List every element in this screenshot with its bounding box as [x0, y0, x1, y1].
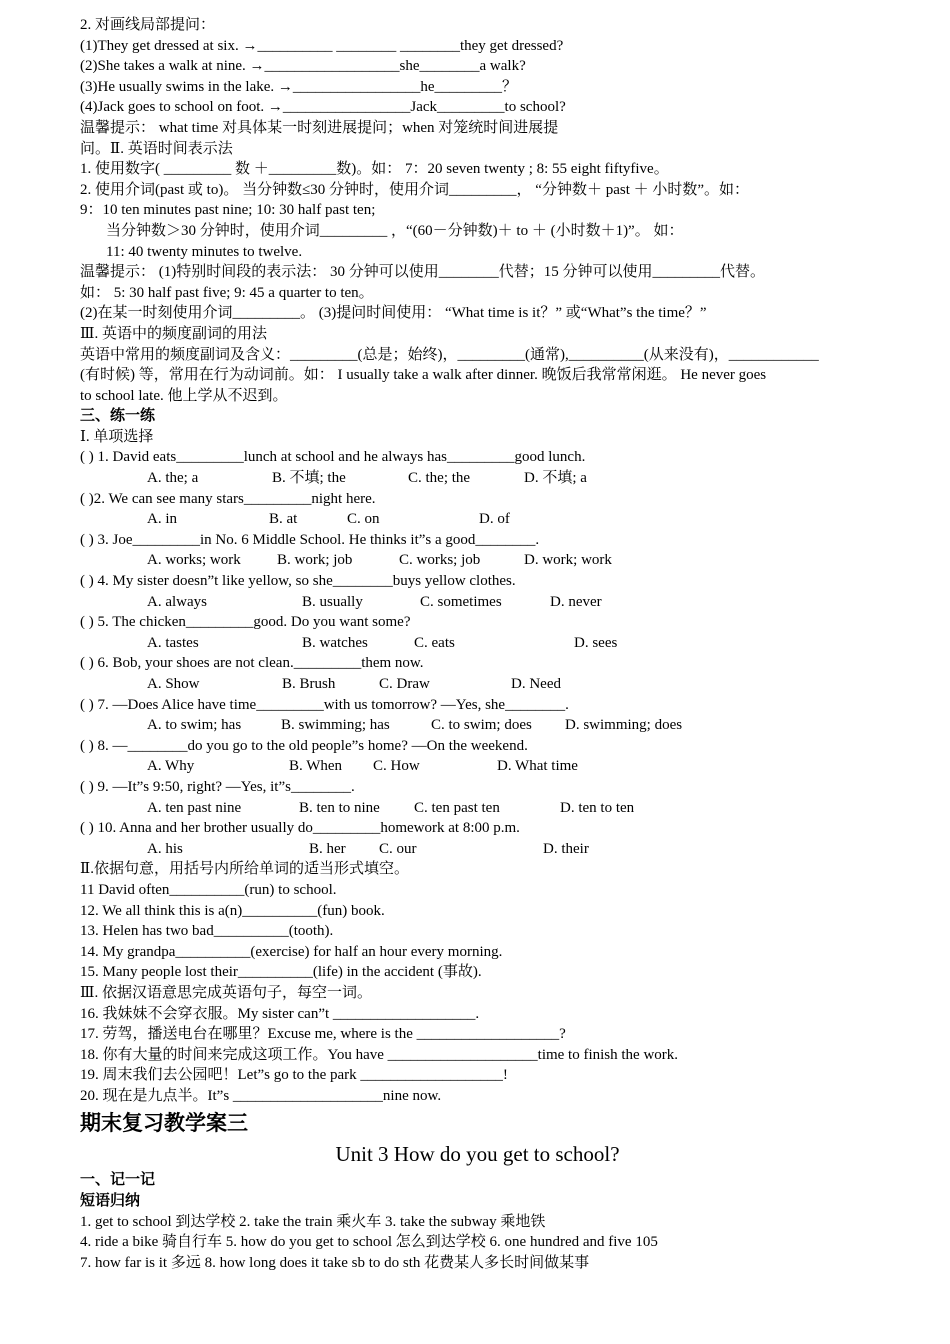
- time-line: 当分钟数＞30 分钟时，使用介词_________ ，“(60－分钟数)＋ to ＋ (小时数＋1)”。 如：: [106, 222, 684, 239]
- answer-option: C. How: [373, 758, 420, 775]
- question-options: [80, 798, 875, 819]
- question-stem: ( ) 10. Anna and her brother usually do_________homework at 8:00 p.m.: [80, 820, 520, 837]
- answer-option: A. works; work: [147, 552, 241, 569]
- fill-line: 12. We all think this is a(n)__________(fun) book.: [80, 902, 385, 919]
- answer-option: D. 不填; a: [524, 470, 587, 487]
- answer-option: B. ten to nine: [299, 799, 380, 816]
- time-line: 1. 使用数字( _________ 数 ＋_________数)。如： 7：20 seven twenty ; 8: 55 eight fiftyfive。: [80, 161, 669, 178]
- answer-option: C. our: [379, 840, 417, 857]
- tip-line: 温馨提示： what time 对具体某一时刻进展提问；when 对笼统时间进展提: [80, 119, 559, 136]
- question-stem: ( ) 7. —Does Alice have time_________with us tomorrow? —Yes, she________.: [80, 696, 569, 713]
- answer-option: C. eats: [414, 634, 455, 651]
- translate-line: 18. 你有大量的时间来完成这项工作。You have ____________________time to finish the work.: [80, 1046, 679, 1063]
- answer-option: A. in: [147, 511, 177, 528]
- answer-option: D. of: [479, 511, 510, 528]
- unit-heading: 期末复习教学案三: [80, 1111, 248, 1136]
- answer-option: A. ten past nine: [147, 799, 242, 816]
- question-stem: ( ) 1. David eats_________lunch at school and he always has_________good lunch.: [80, 449, 586, 466]
- answer-option: C. ten past ten: [414, 799, 500, 816]
- time-line: 如： 5: 30 half past five; 9: 45 a quarter to ten。: [80, 284, 374, 301]
- phrase-line: 4. ride a bike 骑自行车 5. how do you get to school 怎么到达学校 6. one hundred and five 105: [80, 1234, 658, 1251]
- question-options: [80, 715, 875, 736]
- question-stem: ( ) 4. My sister doesn”t like yellow, so she________buys yellow clothes.: [80, 573, 516, 590]
- freq-title: Ⅲ. 英语中的频度副词的用法: [80, 325, 267, 342]
- question-stem: ( ) 9. —It”s 9:50, right? —Yes, it”s________.: [80, 778, 355, 795]
- answer-option: A. Why: [147, 758, 195, 775]
- fill-line: 15. Many people lost their__________(life) in the accident (事故).: [80, 964, 482, 981]
- answer-option: D. ten to ten: [560, 799, 635, 816]
- answer-option: B. watches: [302, 634, 368, 651]
- answer-option: D. sees: [574, 634, 618, 651]
- fill-line: 13. Helen has two bad__________(tooth).: [80, 923, 334, 940]
- answer-option: D. never: [550, 593, 602, 610]
- question-options: [80, 633, 875, 654]
- answer-option: A. to swim; has: [147, 717, 242, 734]
- section2-title: 2. 对画线局部提问：: [80, 17, 216, 33]
- translate-line: 20. 现在是九点半。It”s ____________________nine now.: [80, 1087, 442, 1104]
- exercise-line: (2)She takes a walk at nine. →__________________she________a walk?: [80, 58, 526, 75]
- question-stem: ( ) 6. Bob, your shoes are not clean._________them now.: [80, 655, 424, 672]
- answer-option: B. her: [309, 840, 346, 857]
- answer-option: C. on: [347, 511, 380, 528]
- freq-line: (有时候) 等，常用在行为动词前。如： I usually take a walk after dinner. 晚饭后我常常闲逛。 He never goes: [80, 367, 767, 384]
- tip-line: 问。Ⅱ. 英语时间表示法: [80, 140, 233, 157]
- answer-option: C. the; the: [408, 470, 471, 487]
- freq-line: to school late. 他上学从不迟到。: [80, 387, 288, 404]
- phrases-title: 短语归纳: [80, 1193, 141, 1210]
- answer-option: B. Brush: [282, 676, 336, 692]
- question-options: [80, 509, 875, 530]
- answer-option: C. sometimes: [420, 593, 502, 610]
- question-options: [80, 839, 875, 860]
- question-list: [80, 447, 875, 859]
- worksheet-page: [80, 15, 875, 1273]
- phrase-line: 1. get to school 到达学校 2. take the train 乘火车 3. take the subway 乘地铁: [80, 1213, 546, 1230]
- practice-subtitle: Ⅰ. 单项选择: [80, 428, 154, 445]
- answer-option: A. his: [147, 840, 183, 857]
- answer-option: B. at: [269, 511, 298, 528]
- question-options: [80, 592, 875, 613]
- question-stem: ( )2. We can see many stars_________night here.: [80, 490, 376, 507]
- answer-option: A. Show: [147, 676, 200, 692]
- answer-option: D. Need: [511, 676, 561, 692]
- practice-subtitle: Ⅲ. 依据汉语意思完成英语句子，每空一词。: [80, 984, 372, 1001]
- answer-option: A. always: [147, 593, 207, 610]
- unit-title: Unit 3 How do you get to school?: [335, 1142, 620, 1167]
- answer-option: C. works; job: [399, 552, 481, 569]
- answer-option: D. their: [543, 840, 589, 857]
- time-line: 9：10 ten minutes past nine; 10: 30 half past ten;: [80, 202, 376, 219]
- answer-option: D. What time: [497, 758, 578, 775]
- answer-option: B. 不填; the: [272, 470, 346, 487]
- answer-option: A. tastes: [147, 634, 199, 651]
- fill-line: 11 David often__________(run) to school.: [80, 881, 337, 898]
- question-options: [80, 674, 875, 695]
- question-stem: ( ) 5. The chicken_________good. Do you want some?: [80, 614, 411, 631]
- translate-line: 19. 周末我们去公园吧！Let”s go to the park ___________________!: [80, 1067, 508, 1084]
- exercise-line: (3)He usually swims in the lake. →_________________he_________？: [80, 78, 518, 95]
- answer-option: B. swimming; has: [281, 717, 390, 734]
- question-options: [80, 756, 875, 777]
- translate-line: 17. 劳驾，播送电台在哪里？Excuse me, where is the ___________________?: [80, 1026, 566, 1043]
- answer-option: B. When: [289, 758, 343, 775]
- time-line: 温馨提示： (1)特别时间段的表示法： 30 分钟可以使用________代替；15 分钟可以使用_________代替。: [80, 264, 765, 281]
- freq-line: 英语中常用的频度副词及含义：_________(总是；始终)，_________(通常),__________(从来没有)，____________: [80, 346, 819, 363]
- question-options: [80, 550, 875, 571]
- exercise-line: (1)They get dressed at six. →__________ ________ ________they get dressed?: [80, 37, 564, 54]
- time-line: 2. 使用介词(past 或 to)。 当分钟数≤30 分钟时，使用介词_________， “分钟数＋ past ＋ 小时数”。如：: [80, 181, 750, 198]
- answer-option: C. to swim; does: [431, 717, 532, 734]
- answer-option: C. Draw: [379, 676, 430, 692]
- question-stem: ( ) 3. Joe_________in No. 6 Middle School. He thinks it”s a good________.: [80, 531, 540, 548]
- fill-line: 14. My grandpa__________(exercise) for half an hour every morning.: [80, 943, 503, 960]
- answer-option: B. work; job: [277, 552, 353, 569]
- answer-option: A. the; a: [147, 470, 199, 487]
- answer-option: D. swimming; does: [565, 717, 683, 734]
- practice-title: 三、练一练: [80, 408, 156, 425]
- answer-option: D. work; work: [524, 552, 612, 569]
- time-line: 11: 40 twenty minutes to twelve.: [106, 243, 303, 260]
- section-title: 一、记一记: [80, 1172, 156, 1189]
- question-stem: ( ) 8. —________do you go to the old people”s home? —On the weekend.: [80, 737, 528, 754]
- question-options: [80, 468, 875, 489]
- phrase-line: 7. how far is it 多远 8. how long does it take sb to do sth 花费某人多长时间做某事: [80, 1254, 590, 1271]
- time-line: (2)在某一时刻使用介词_________。 (3)提问时间使用： “What time is it？” 或“What”s the time？”: [80, 305, 707, 322]
- answer-option: B. usually: [302, 593, 363, 610]
- practice-subtitle: Ⅱ.依据句意，用括号内所给单词的适当形式填空。: [80, 861, 409, 878]
- exercise-line: (4)Jack goes to school on foot. →_________________Jack_________to school?: [80, 99, 566, 116]
- translate-line: 16. 我妹妹不会穿衣服。My sister can”t ___________________.: [80, 1005, 480, 1022]
